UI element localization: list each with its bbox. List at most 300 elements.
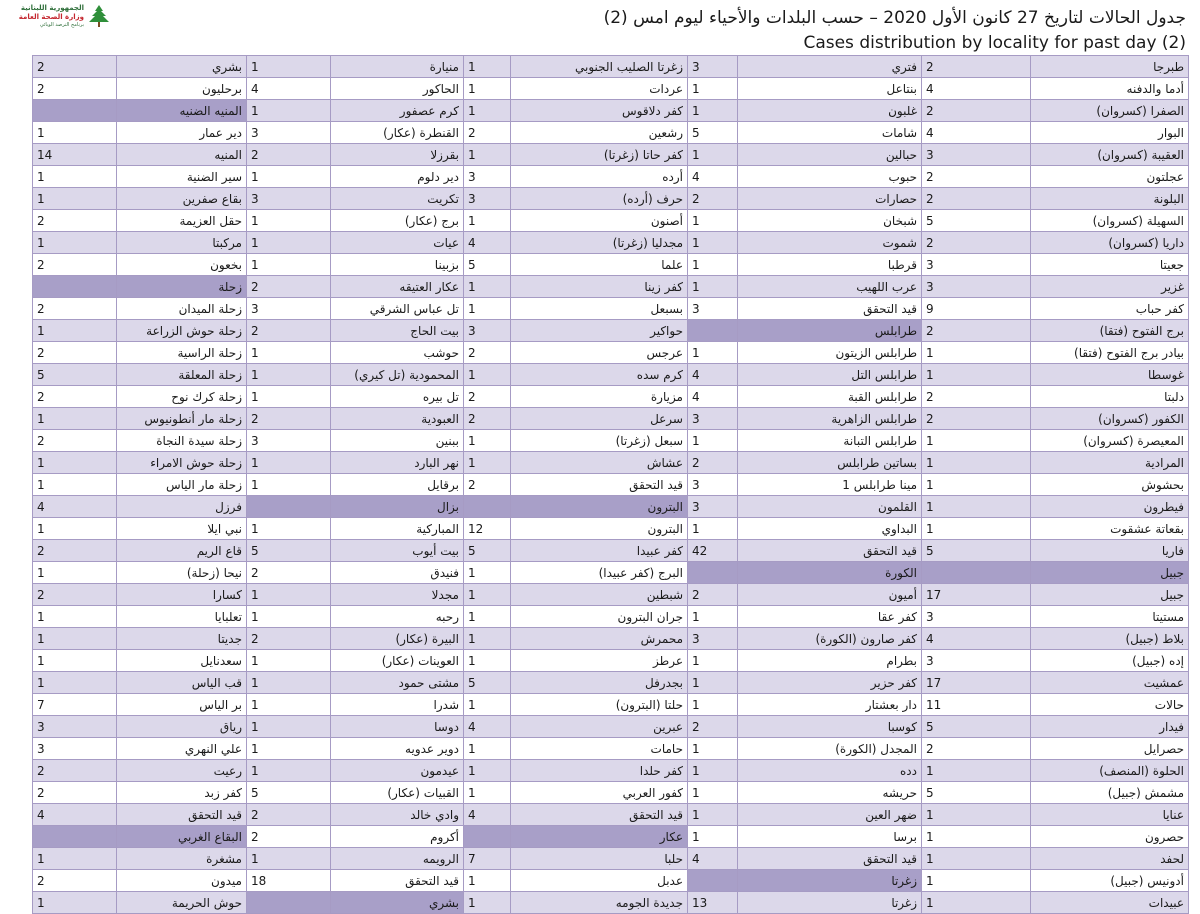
case-count-cell: 2 bbox=[247, 276, 331, 298]
table-row bbox=[33, 210, 1189, 232]
locality-name-cell: المحمودية (تل كيري) bbox=[331, 364, 464, 386]
table-row bbox=[33, 232, 1189, 254]
case-count-cell: 7 bbox=[33, 694, 117, 716]
locality-name-cell: حقل العزيمة bbox=[117, 210, 247, 232]
locality-name-cell: عبرين bbox=[511, 716, 688, 738]
logo-text-program: برنامج الترصد الوبائي bbox=[39, 22, 84, 28]
table-row bbox=[33, 452, 1189, 474]
locality-name-cell: منيارة bbox=[331, 56, 464, 78]
case-count-cell: 4 bbox=[688, 386, 738, 408]
locality-name-cell: الكفور (كسروان) bbox=[1031, 408, 1189, 430]
locality-name-cell: غزير bbox=[1031, 276, 1189, 298]
case-count-cell: 1 bbox=[464, 892, 511, 914]
case-count-cell: 3 bbox=[464, 166, 511, 188]
locality-name-cell: تل عباس الشرقي bbox=[331, 298, 464, 320]
case-count-cell: 1 bbox=[464, 760, 511, 782]
case-count-cell: 2 bbox=[688, 584, 738, 606]
locality-name-cell: رشعين bbox=[511, 122, 688, 144]
locality-name-cell: جديدة الجومه bbox=[511, 892, 688, 914]
locality-name-cell: جبيل bbox=[1031, 584, 1189, 606]
locality-name-cell: قيد التحقق bbox=[331, 870, 464, 892]
case-count-cell: 1 bbox=[922, 518, 1031, 540]
locality-name-cell: حوش الحريمة bbox=[117, 892, 247, 914]
case-count-cell: 1 bbox=[688, 782, 738, 804]
case-count-cell: 2 bbox=[688, 716, 738, 738]
case-count-cell: 1 bbox=[688, 276, 738, 298]
locality-name-cell: طرابلس التبانة bbox=[738, 430, 922, 452]
locality-name-cell: نيحا (زحلة) bbox=[117, 562, 247, 584]
locality-name-cell: عرطز bbox=[511, 650, 688, 672]
case-count-cell: 1 bbox=[247, 694, 331, 716]
table-row bbox=[33, 386, 1189, 408]
table-row bbox=[33, 804, 1189, 826]
locality-name-cell: عردات bbox=[511, 78, 688, 100]
region-header-cell: بزال bbox=[331, 496, 464, 518]
case-count-cell: 5 bbox=[922, 782, 1031, 804]
locality-name-cell: حصرون bbox=[1031, 826, 1189, 848]
case-count-cell: 3 bbox=[688, 496, 738, 518]
table-row bbox=[33, 122, 1189, 144]
case-count-cell: 7 bbox=[464, 848, 511, 870]
case-count-cell: 1 bbox=[33, 848, 117, 870]
locality-name-cell: قيد التحقق bbox=[738, 848, 922, 870]
locality-name-cell: إده (جبيل) bbox=[1031, 650, 1189, 672]
case-count-cell: 2 bbox=[922, 232, 1031, 254]
table-row bbox=[33, 672, 1189, 694]
case-count-cell: 1 bbox=[247, 232, 331, 254]
case-count-cell: 1 bbox=[247, 452, 331, 474]
case-count-cell: 2 bbox=[464, 122, 511, 144]
case-count-cell: 2 bbox=[33, 430, 117, 452]
region-header-cell: جبيل bbox=[1031, 562, 1189, 584]
locality-name-cell: بطرام bbox=[738, 650, 922, 672]
locality-name-cell: مجدليا (زغرتا) bbox=[511, 232, 688, 254]
table-row bbox=[33, 606, 1189, 628]
locality-name-cell: أصنون bbox=[511, 210, 688, 232]
case-count-cell: 1 bbox=[247, 166, 331, 188]
locality-name-cell: أكروم bbox=[331, 826, 464, 848]
locality-name-cell: قرطبا bbox=[738, 254, 922, 276]
locality-name-cell: زحلة الميدان bbox=[117, 298, 247, 320]
locality-name-cell: لحفد bbox=[1031, 848, 1189, 870]
table-row bbox=[33, 848, 1189, 870]
locality-name-cell: كفر زبد bbox=[117, 782, 247, 804]
locality-name-cell: أرده bbox=[511, 166, 688, 188]
region-header-cell: طرابلس bbox=[738, 320, 922, 342]
table-row bbox=[33, 518, 1189, 540]
table-row bbox=[33, 650, 1189, 672]
case-count-cell: 18 bbox=[247, 870, 331, 892]
locality-name-cell: زحلة سيدة النجاة bbox=[117, 430, 247, 452]
region-header-cell: زغرتا bbox=[738, 870, 922, 892]
case-count-cell: 1 bbox=[247, 518, 331, 540]
case-count-cell: 1 bbox=[247, 716, 331, 738]
case-count-cell: 1 bbox=[688, 232, 738, 254]
locality-name-cell: طرابلس الزيتون bbox=[738, 342, 922, 364]
locality-name-cell: كفر حلدا bbox=[511, 760, 688, 782]
table-row bbox=[33, 298, 1189, 320]
locality-name-cell: قيد التحقق bbox=[511, 804, 688, 826]
locality-name-cell: ميدون bbox=[117, 870, 247, 892]
locality-name-cell: بسبعل bbox=[511, 298, 688, 320]
locality-name-cell: بر الياس bbox=[117, 694, 247, 716]
locality-name-cell: داريا (كسروان) bbox=[1031, 232, 1189, 254]
table-row bbox=[33, 254, 1189, 276]
case-count-cell: 3 bbox=[688, 628, 738, 650]
case-count-cell: 2 bbox=[247, 826, 331, 848]
table-row bbox=[33, 540, 1189, 562]
locality-name-cell: الرويمه bbox=[331, 848, 464, 870]
table-row bbox=[33, 144, 1189, 166]
locality-name-cell: رياق bbox=[117, 716, 247, 738]
table-row bbox=[33, 342, 1189, 364]
case-count-cell: 1 bbox=[33, 474, 117, 496]
locality-name-cell: علي النهري bbox=[117, 738, 247, 760]
locality-name-cell: حلتا (البترون) bbox=[511, 694, 688, 716]
locality-name-cell: غلبون bbox=[738, 100, 922, 122]
case-count-cell: 3 bbox=[247, 298, 331, 320]
locality-name-cell: جران البترون bbox=[511, 606, 688, 628]
locality-name-cell: قاع الريم bbox=[117, 540, 247, 562]
case-count-cell: 2 bbox=[922, 100, 1031, 122]
table-row bbox=[33, 562, 1189, 584]
case-count-cell: 1 bbox=[33, 672, 117, 694]
locality-name-cell: عكار العتيقه bbox=[331, 276, 464, 298]
case-count-cell: 12 bbox=[464, 518, 511, 540]
locality-name-cell: سرعل bbox=[511, 408, 688, 430]
locality-name-cell: زحلة مار الياس bbox=[117, 474, 247, 496]
locality-name-cell: العوينات (عكار) bbox=[331, 650, 464, 672]
locality-name-cell: الحلوة (المنصف) bbox=[1031, 760, 1189, 782]
case-count-cell: 1 bbox=[247, 210, 331, 232]
case-count-cell: 1 bbox=[33, 122, 117, 144]
table-row bbox=[33, 628, 1189, 650]
locality-name-cell: سير الضنية bbox=[117, 166, 247, 188]
case-count-cell: 1 bbox=[33, 606, 117, 628]
locality-name-cell: فيدار bbox=[1031, 716, 1189, 738]
locality-name-cell: مستيتا bbox=[1031, 606, 1189, 628]
case-count-cell: 1 bbox=[688, 826, 738, 848]
case-count-cell: 1 bbox=[688, 760, 738, 782]
locality-name-cell: المنيه bbox=[117, 144, 247, 166]
case-count-cell: 5 bbox=[247, 782, 331, 804]
case-count-cell: 1 bbox=[688, 254, 738, 276]
case-count-cell: 1 bbox=[247, 100, 331, 122]
logo-text-republic: الجمهورية اللبنانية bbox=[20, 4, 84, 12]
locality-name-cell: قيد التحقق bbox=[511, 474, 688, 496]
locality-name-cell: المعيصرة (كسروان) bbox=[1031, 430, 1189, 452]
locality-name-cell: برسا bbox=[738, 826, 922, 848]
case-count-cell: 13 bbox=[688, 892, 738, 914]
locality-name-cell: رعيت bbox=[117, 760, 247, 782]
region-header-cell: زحلة bbox=[117, 276, 247, 298]
case-count-cell: 1 bbox=[922, 804, 1031, 826]
locality-name-cell: طبرجا bbox=[1031, 56, 1189, 78]
case-count-cell: 2 bbox=[247, 562, 331, 584]
locality-name-cell: تكريت bbox=[331, 188, 464, 210]
locality-name-cell: مينا طرابلس 1 bbox=[738, 474, 922, 496]
case-count-cell: 1 bbox=[247, 474, 331, 496]
locality-name-cell: وادي خالد bbox=[331, 804, 464, 826]
case-count-cell: 1 bbox=[464, 606, 511, 628]
case-count-cell: 1 bbox=[33, 452, 117, 474]
case-count-cell: 2 bbox=[922, 738, 1031, 760]
locality-name-cell: حبوب bbox=[738, 166, 922, 188]
locality-name-cell: البلونة bbox=[1031, 188, 1189, 210]
case-count-cell: 1 bbox=[33, 166, 117, 188]
case-count-cell: 3 bbox=[247, 122, 331, 144]
case-count-cell: 4 bbox=[247, 78, 331, 100]
case-count-cell: 2 bbox=[922, 188, 1031, 210]
case-count-cell: 2 bbox=[33, 78, 117, 100]
locality-name-cell: مركبتا bbox=[117, 232, 247, 254]
region-header-cell: بشري bbox=[331, 892, 464, 914]
locality-name-cell: البرج (كفر عبيدا) bbox=[511, 562, 688, 584]
case-count-cell: 1 bbox=[688, 518, 738, 540]
case-count-cell: 3 bbox=[464, 188, 511, 210]
locality-name-cell: حصرايل bbox=[1031, 738, 1189, 760]
table-row bbox=[33, 430, 1189, 452]
locality-name-cell: زحلة كرك نوح bbox=[117, 386, 247, 408]
case-count-cell: 4 bbox=[33, 804, 117, 826]
case-count-cell bbox=[688, 320, 738, 342]
locality-name-cell: برحليون bbox=[117, 78, 247, 100]
case-count-cell: 2 bbox=[33, 210, 117, 232]
page-title-arabic: جدول الحالات لتاريخ 27 كانون الأول 2020 – حسب البلدات والأحياء ليوم امس (2) bbox=[603, 8, 1186, 28]
case-count-cell: 3 bbox=[247, 430, 331, 452]
locality-name-cell: كسارا bbox=[117, 584, 247, 606]
locality-name-cell: بحشوش bbox=[1031, 474, 1189, 496]
case-count-cell: 1 bbox=[464, 298, 511, 320]
locality-name-cell: عيدمون bbox=[331, 760, 464, 782]
case-count-cell: 3 bbox=[922, 276, 1031, 298]
locality-name-cell: بخعون bbox=[117, 254, 247, 276]
locality-name-cell: بيادر برج الفتوح (فتقا) bbox=[1031, 342, 1189, 364]
locality-name-cell: برقايل bbox=[331, 474, 464, 496]
case-count-cell: 3 bbox=[688, 298, 738, 320]
case-count-cell: 5 bbox=[688, 122, 738, 144]
case-count-cell: 1 bbox=[922, 452, 1031, 474]
case-count-cell: 9 bbox=[922, 298, 1031, 320]
locality-name-cell: شدرا bbox=[331, 694, 464, 716]
locality-name-cell: القبيات (عكار) bbox=[331, 782, 464, 804]
table-row bbox=[33, 716, 1189, 738]
case-count-cell: 2 bbox=[33, 342, 117, 364]
case-count-cell: 1 bbox=[33, 562, 117, 584]
case-count-cell: 2 bbox=[33, 584, 117, 606]
locality-name-cell: دير دلوم bbox=[331, 166, 464, 188]
table-row bbox=[33, 826, 1189, 848]
locality-name-cell: حلبا bbox=[511, 848, 688, 870]
case-count-cell: 1 bbox=[464, 364, 511, 386]
case-count-cell: 42 bbox=[688, 540, 738, 562]
locality-name-cell: أدما والدفنه bbox=[1031, 78, 1189, 100]
locality-name-cell: بيت الحاج bbox=[331, 320, 464, 342]
case-count-cell: 4 bbox=[464, 804, 511, 826]
locality-name-cell: البيرة (عكار) bbox=[331, 628, 464, 650]
case-count-cell: 1 bbox=[922, 892, 1031, 914]
locality-name-cell: مجدلا bbox=[331, 584, 464, 606]
case-count-cell: 2 bbox=[464, 386, 511, 408]
case-count-cell: 1 bbox=[464, 650, 511, 672]
cedar-emblem-icon bbox=[88, 4, 110, 30]
case-count-cell: 1 bbox=[464, 210, 511, 232]
case-count-cell: 1 bbox=[464, 562, 511, 584]
table-row bbox=[33, 408, 1189, 430]
table-row bbox=[33, 78, 1189, 100]
case-count-cell: 1 bbox=[688, 650, 738, 672]
locality-name-cell: دده bbox=[738, 760, 922, 782]
case-count-cell: 2 bbox=[33, 298, 117, 320]
case-count-cell: 4 bbox=[922, 628, 1031, 650]
locality-name-cell: زحلة الراسية bbox=[117, 342, 247, 364]
case-count-cell: 1 bbox=[464, 452, 511, 474]
case-count-cell: 4 bbox=[688, 166, 738, 188]
case-count-cell: 1 bbox=[464, 628, 511, 650]
case-count-cell: 1 bbox=[688, 672, 738, 694]
case-count-cell bbox=[464, 826, 511, 848]
locality-name-cell: تل بيره bbox=[331, 386, 464, 408]
case-count-cell: 1 bbox=[464, 56, 511, 78]
locality-name-cell: القنطرة (عكار) bbox=[331, 122, 464, 144]
locality-name-cell: شبخان bbox=[738, 210, 922, 232]
locality-name-cell: كفر دلاقوس bbox=[511, 100, 688, 122]
case-count-cell: 1 bbox=[464, 782, 511, 804]
locality-name-cell: عجلتون bbox=[1031, 166, 1189, 188]
locality-name-cell: كوسبا bbox=[738, 716, 922, 738]
region-header-cell: الكورة bbox=[738, 562, 922, 584]
locality-name-cell: عبيدات bbox=[1031, 892, 1189, 914]
case-count-cell: 1 bbox=[688, 144, 738, 166]
table-row bbox=[33, 188, 1189, 210]
locality-name-cell: برج الفتوح (فتقا) bbox=[1031, 320, 1189, 342]
case-count-cell: 1 bbox=[247, 254, 331, 276]
locality-name-cell: طرابلس التل bbox=[738, 364, 922, 386]
locality-name-cell: برج (عكار) bbox=[331, 210, 464, 232]
locality-name-cell: عرب اللهيب bbox=[738, 276, 922, 298]
locality-name-cell: جديتا bbox=[117, 628, 247, 650]
locality-name-cell: السهيلة (كسروان) bbox=[1031, 210, 1189, 232]
locality-name-cell: أدونيس (جبيل) bbox=[1031, 870, 1189, 892]
table-row bbox=[33, 100, 1189, 122]
case-count-cell: 4 bbox=[922, 78, 1031, 100]
case-count-cell: 3 bbox=[688, 408, 738, 430]
locality-name-cell: حصارات bbox=[738, 188, 922, 210]
case-count-cell: 1 bbox=[688, 804, 738, 826]
locality-name-cell: شبطين bbox=[511, 584, 688, 606]
locality-name-cell: دار بعشتار bbox=[738, 694, 922, 716]
case-count-cell: 3 bbox=[688, 474, 738, 496]
locality-name-cell: سبعل (زغرتا) bbox=[511, 430, 688, 452]
locality-name-cell: عشاش bbox=[511, 452, 688, 474]
case-count-cell: 3 bbox=[922, 144, 1031, 166]
locality-name-cell: الحاكور bbox=[331, 78, 464, 100]
case-count-cell: 5 bbox=[922, 716, 1031, 738]
case-count-cell: 5 bbox=[922, 210, 1031, 232]
locality-name-cell: دير عمار bbox=[117, 122, 247, 144]
case-count-cell: 1 bbox=[688, 430, 738, 452]
table-row bbox=[33, 166, 1189, 188]
locality-name-cell: مزيارة bbox=[511, 386, 688, 408]
case-count-cell: 1 bbox=[688, 694, 738, 716]
locality-name-cell: عنايا bbox=[1031, 804, 1189, 826]
table-row bbox=[33, 474, 1189, 496]
locality-name-cell: دوسا bbox=[331, 716, 464, 738]
table-row bbox=[33, 892, 1189, 914]
locality-name-cell: سعدنايل bbox=[117, 650, 247, 672]
locality-name-cell: قيد التحقق bbox=[738, 540, 922, 562]
locality-name-cell: كفر حزير bbox=[738, 672, 922, 694]
locality-name-cell: تعلبايا bbox=[117, 606, 247, 628]
region-header-cell: البترون bbox=[511, 496, 688, 518]
case-count-cell: 2 bbox=[33, 56, 117, 78]
case-count-cell: 1 bbox=[922, 496, 1031, 518]
case-count-cell: 2 bbox=[922, 166, 1031, 188]
table-row bbox=[33, 584, 1189, 606]
locality-name-cell: كفر عبيدا bbox=[511, 540, 688, 562]
case-count-cell: 1 bbox=[247, 672, 331, 694]
case-count-cell: 1 bbox=[464, 276, 511, 298]
case-count-cell: 1 bbox=[688, 606, 738, 628]
locality-name-cell: بجدرفل bbox=[511, 672, 688, 694]
case-count-cell: 3 bbox=[464, 320, 511, 342]
locality-name-cell: نهر البارد bbox=[331, 452, 464, 474]
case-count-cell bbox=[464, 496, 511, 518]
table-row bbox=[33, 276, 1189, 298]
case-count-cell: 3 bbox=[922, 650, 1031, 672]
case-count-cell: 1 bbox=[464, 100, 511, 122]
table-row bbox=[33, 760, 1189, 782]
locality-name-cell: قيد التحقق bbox=[738, 298, 922, 320]
case-count-cell bbox=[247, 496, 331, 518]
locality-name-cell: كفر حباب bbox=[1031, 298, 1189, 320]
case-count-cell: 3 bbox=[922, 606, 1031, 628]
locality-name-cell: مشغرة bbox=[117, 848, 247, 870]
case-count-cell: 1 bbox=[922, 848, 1031, 870]
locality-name-cell: عمشيت bbox=[1031, 672, 1189, 694]
case-count-cell: 4 bbox=[464, 232, 511, 254]
locality-name-cell: قيد التحقق bbox=[117, 804, 247, 826]
case-count-cell: 1 bbox=[464, 430, 511, 452]
locality-name-cell: حريشه bbox=[738, 782, 922, 804]
locality-name-cell: كفر صارون (الكورة) bbox=[738, 628, 922, 650]
case-count-cell: 2 bbox=[464, 474, 511, 496]
locality-name-cell: شامات bbox=[738, 122, 922, 144]
locality-name-cell: عيات bbox=[331, 232, 464, 254]
case-count-cell: 5 bbox=[464, 254, 511, 276]
case-count-cell: 2 bbox=[33, 540, 117, 562]
locality-name-cell: بساتين طرابلس bbox=[738, 452, 922, 474]
case-count-cell: 1 bbox=[688, 738, 738, 760]
locality-name-cell: المباركية bbox=[331, 518, 464, 540]
case-count-cell: 1 bbox=[688, 78, 738, 100]
locality-name-cell: البترون bbox=[511, 518, 688, 540]
case-count-cell: 1 bbox=[33, 650, 117, 672]
case-count-cell: 2 bbox=[33, 870, 117, 892]
case-count-cell: 2 bbox=[922, 56, 1031, 78]
locality-name-cell: الصفرا (كسروان) bbox=[1031, 100, 1189, 122]
case-count-cell: 3 bbox=[922, 254, 1031, 276]
locality-name-cell: دلبتا bbox=[1031, 386, 1189, 408]
case-count-cell: 1 bbox=[247, 56, 331, 78]
case-count-cell: 2 bbox=[33, 760, 117, 782]
locality-name-cell: كرم عصفور bbox=[331, 100, 464, 122]
locality-name-cell: فيطرون bbox=[1031, 496, 1189, 518]
table-row bbox=[33, 496, 1189, 518]
case-count-cell: 3 bbox=[688, 56, 738, 78]
case-count-cell: 2 bbox=[247, 144, 331, 166]
case-count-cell: 1 bbox=[247, 650, 331, 672]
